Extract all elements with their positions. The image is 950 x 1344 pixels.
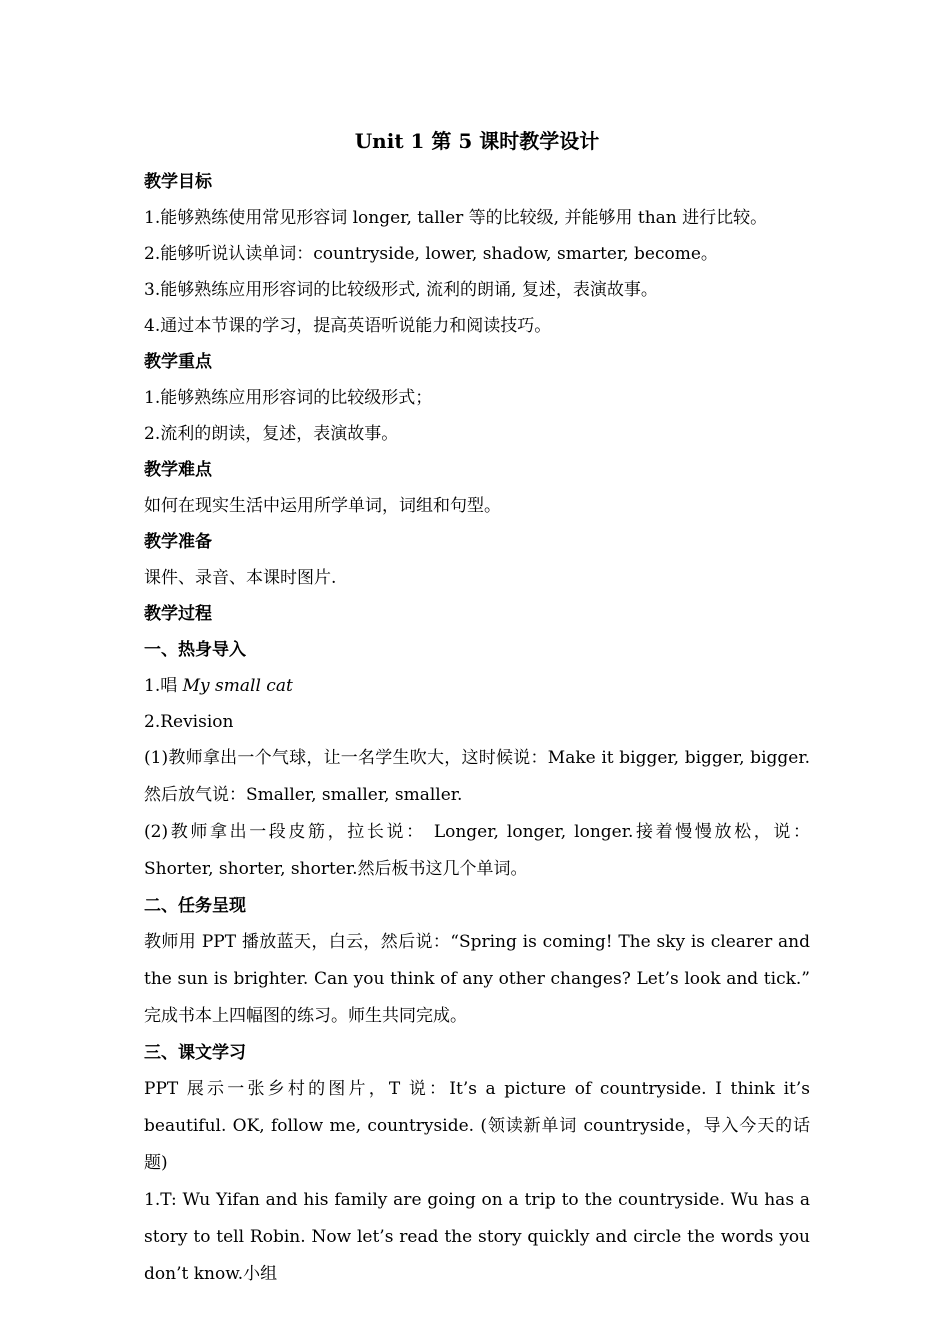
key-point-item: 1.能够熟练应用形容词的比较级形式； [144, 388, 433, 408]
song-prefix: 1.唱 [144, 676, 183, 696]
song-title: My small cat [182, 676, 293, 696]
warmup-song [144, 668, 810, 704]
document-page [144, 124, 810, 1293]
warmup-heading: 一、热身导入 [144, 640, 246, 660]
warmup-revision: 2.Revision [144, 712, 234, 732]
warmup-step-1: (1)教师拿出一个气球，让一名学生吹大，这时候说：Make it bigger, bigger, bigger.然后放气说：Smaller, smaller, smaller. [144, 748, 810, 805]
lesson-intro: PPT 展示一张乡村的图片，T 说：It’s a picture of countryside. I think it’s beautiful. OK, follow me, countryside. (领读新单词 countryside，导入今天的话题) [144, 1079, 810, 1173]
lesson-step-1: 1.T: Wu Yifan and his family are going on a trip to the countryside. Wu has a story to tell Robin. Now let’s read the story quickly and circle the words you don’t know.小组 [144, 1190, 810, 1284]
key-points-heading: 教学重点 [144, 352, 212, 372]
lesson-heading: 三、课文学习 [144, 1043, 246, 1063]
warmup-step-2: (2)教师拿出一段皮筋，拉长说： Longer, longer, longer.接着慢慢放松，说：Shorter, shorter, shorter.然后板书这几个单词。 [144, 822, 810, 879]
difficulties-text: 如何在现实生活中运用所学单词，词组和句型。 [144, 496, 501, 516]
objective-item: 1.能够熟练使用常见形容词 longer, taller 等的比较级, 并能够用 than 进行比较。 [144, 208, 768, 228]
key-point-item: 2.流利的朗读，复述，表演故事。 [144, 424, 399, 444]
document-title: Unit 1 第 5 课时教学设计 [354, 129, 600, 153]
objective-item: 3.能够熟练应用形容词的比较级形式, 流利的朗诵, 复述，表演故事。 [144, 280, 658, 300]
difficulties-heading: 教学难点 [144, 460, 212, 480]
objective-item: 2.能够听说认读单词：countryside, lower, shadow, smarter, become。 [144, 244, 718, 264]
objective-item: 4.通过本节课的学习，提高英语听说能力和阅读技巧。 [144, 316, 552, 336]
task-heading: 二、任务呈现 [144, 896, 246, 916]
objectives-heading: 教学目标 [144, 172, 212, 192]
preparation-heading: 教学准备 [144, 532, 212, 552]
preparation-text: 课件、录音、本课时图片. [144, 568, 337, 588]
task-text: 教师用 PPT 播放蓝天，白云，然后说：“Spring is coming! The sky is clearer and the sun is brighter. Can you think of any other changes? Let’s look and tick.” 完成书本上四幅图的练习。师生共同完成。 [144, 932, 810, 1026]
process-heading: 教学过程 [144, 604, 212, 624]
